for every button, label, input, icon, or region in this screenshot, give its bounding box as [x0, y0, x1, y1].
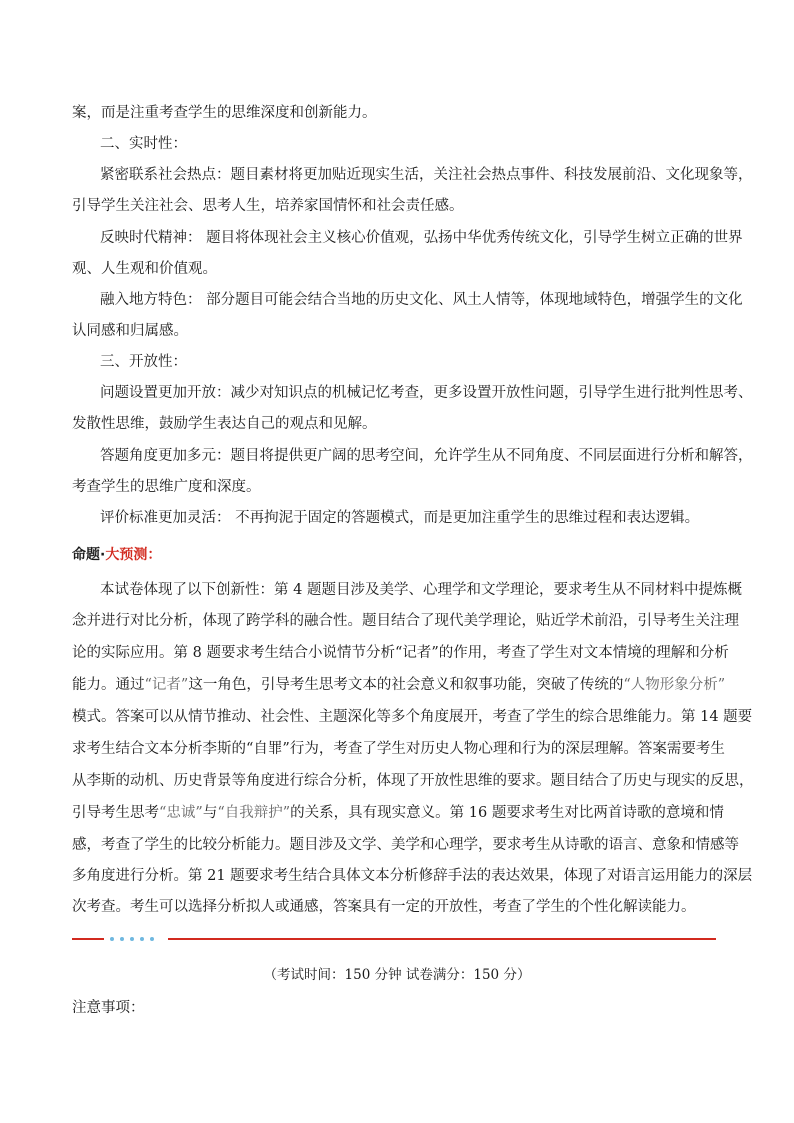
quoted-term: “人物形象分析”	[623, 677, 726, 693]
text-line: 多角度进行分析。第 21 题要求考生结合具体文本分析修辞手法的表达效果，体现了对语言运用能力的深层	[72, 868, 753, 884]
text-line: 发散性思维，鼓励学生表达自己的观点和见解。	[72, 416, 377, 432]
text-line: 案，而是注重考查学生的思维深度和创新能力。	[72, 105, 377, 121]
divider-dot	[150, 937, 154, 941]
text-span: 能力。通过	[72, 677, 145, 693]
subheading-timeliness: 二、实时性：	[100, 136, 187, 152]
text-line: 念并进行对比分析，体现了跨学科的融合性。题目结合了现代美学理论，贴近学术前沿，引导考生关注理	[72, 613, 739, 629]
text-line: 答题角度更加多元：题目将提供更广阔的思考空间，允许学生从不同角度、不同层面进行分析和解答，	[100, 448, 753, 464]
text-line: 融入地方特色： 部分题目可能会结合当地的历史文化、风土人情等，体现地域特色，增强学生的文化	[100, 292, 743, 308]
text-span: 的关系，具有现实意义。第 16 题要求考生对比两首诗歌的意境和情	[290, 805, 724, 821]
text-line: 紧密联系社会热点：题目素材将更加贴近现实生活，关注社会热点事件、科技发展前沿、文化现象等，	[100, 167, 753, 183]
text-line: 求考生结合文本分析李斯的“自罪”行为，考查了学生对历史人物心理和行为的深层理解。答案需要考生	[72, 741, 725, 757]
text-line: 引导学生关注社会、思考人生，培养家国情怀和社会责任感。	[72, 198, 464, 214]
divider-dot	[140, 937, 144, 941]
quoted-term: “记者”	[144, 677, 189, 693]
text-line: 本试卷体现了以下创新性：第 4 题题目涉及美学、心理学和文学理论，要求考生从不同材料中提炼概	[100, 582, 742, 598]
text-line	[72, 803, 724, 823]
divider-dot	[120, 937, 124, 941]
divider-line-right	[168, 938, 716, 940]
text-line: 考查学生的思维广度和深度。	[72, 479, 261, 495]
text-span: 引导考生思考	[72, 805, 159, 821]
text-line: 从李斯的动机、历史背景等角度进行综合分析，体现了开放性思维的要求。题目结合了历史与现实的反思，	[72, 773, 754, 789]
text-span: 与	[202, 805, 218, 821]
divider-dot	[130, 937, 134, 941]
exam-info: （考试时间：150 分钟 试卷满分：150 分）	[263, 967, 531, 983]
section-heading	[72, 545, 161, 565]
text-line: 反映时代精神： 题目将体现社会主义核心价值观，弘扬中华优秀传统文化，引导学生树立正确的世界	[100, 230, 743, 246]
text-line: 模式。答案可以从情节推动、社会性、主题深化等多个角度展开，考查了学生的综合思维能力。第 14 题要	[72, 709, 753, 725]
text-span: 这一角色，引导考生思考文本的社会意义和叙事功能，突破了传统的	[188, 677, 624, 693]
heading-suffix: 大预测	[105, 547, 148, 563]
text-line: 观、人生观和价值观。	[72, 261, 217, 277]
divider-dot	[110, 937, 114, 941]
text-line	[72, 675, 725, 695]
text-line: 论的实际应用。第 8 题要求考生结合小说情节分析“记者”的作用，考查了学生对文本情境的理解和分析	[72, 645, 729, 661]
text-line: 评价标准更加灵活： 不再拘泥于固定的答题模式，而是更加注重学生的思维过程和表达逻辑。	[100, 510, 700, 526]
heading-prefix: 命题	[72, 547, 100, 563]
text-line: 感，考查了学生的比较分析能力。题目涉及文学、美学和心理学，要求考生从诗歌的语言、意象和情感等	[72, 837, 739, 853]
quoted-term: “自我辩护”	[217, 805, 291, 821]
text-line: 问题设置更加开放：减少对知识点的机械记忆考查，更多设置开放性问题，引导学生进行批判性思考、	[100, 385, 753, 401]
subheading-openness: 三、开放性：	[100, 354, 187, 370]
section-divider	[72, 937, 720, 941]
notes-label: 注意事项：	[72, 1000, 145, 1016]
text-line: 认同感和归属感。	[72, 323, 188, 339]
text-line: 次考查。考生可以选择分析拟人或通感，答案具有一定的开放性，考查了学生的个性化解读能力。	[72, 899, 696, 915]
heading-dot: ·	[100, 547, 106, 563]
divider-line-left	[72, 938, 104, 940]
quoted-term: “忠诚”	[159, 805, 203, 821]
heading-colon: ：	[147, 547, 162, 563]
